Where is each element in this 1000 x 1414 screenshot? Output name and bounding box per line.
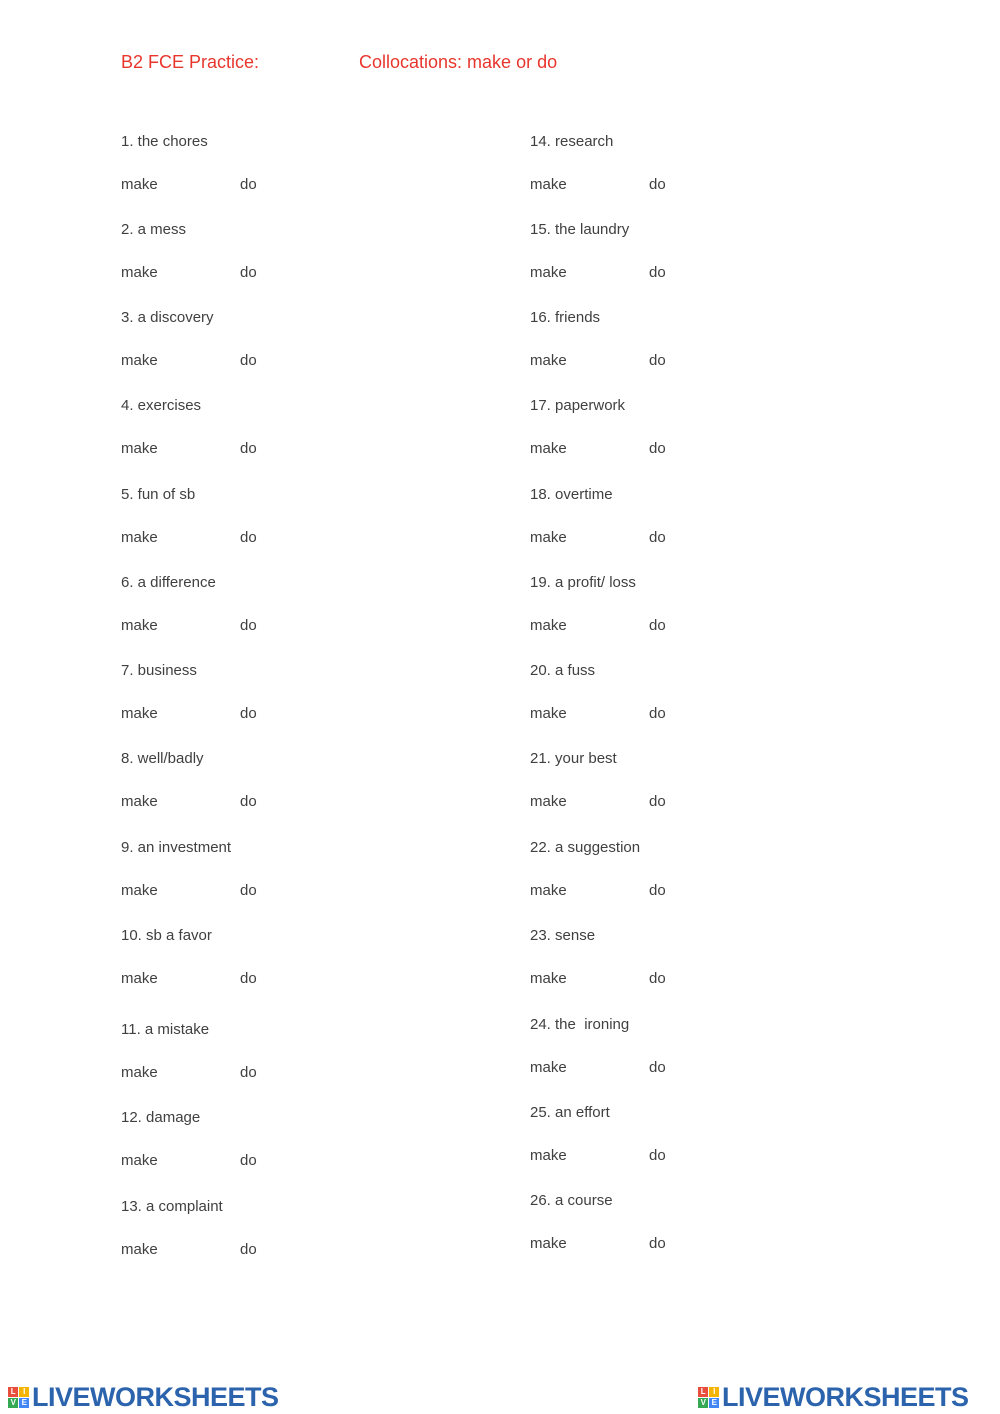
option-make[interactable]: make — [121, 176, 158, 193]
option-make[interactable]: make — [530, 352, 567, 369]
question-phrase: 14. research — [530, 133, 614, 150]
question-phrase: 11. a mistake — [121, 1021, 210, 1038]
option-do[interactable]: do — [240, 440, 257, 457]
question-item — [530, 397, 890, 487]
option-make[interactable]: make — [530, 440, 567, 457]
question-item — [530, 309, 890, 399]
option-do[interactable]: do — [649, 882, 666, 899]
question-phrase: 10. sb a favor — [121, 927, 212, 944]
question-phrase: 20. a fuss — [530, 662, 596, 679]
option-make[interactable]: make — [530, 617, 567, 634]
question-phrase: 18. overtime — [530, 486, 613, 503]
question-phrase: 22. a suggestion — [530, 839, 641, 856]
liveworksheets-logo-right — [698, 1380, 969, 1414]
liveworksheets-icon — [698, 1387, 719, 1408]
question-phrase: 19. a profit/ loss — [530, 574, 636, 591]
question-phrase: 13. a complaint — [121, 1198, 223, 1215]
worksheet-topic-title: Collocations: make or do — [359, 52, 558, 72]
option-make[interactable]: make — [530, 264, 567, 281]
option-do[interactable]: do — [240, 793, 257, 810]
question-item — [530, 839, 890, 929]
question-phrase: 3. a discovery — [121, 309, 214, 326]
question-phrase: 16. friends — [530, 309, 601, 326]
logo-icon-square: L — [8, 1387, 18, 1397]
option-make[interactable]: make — [121, 1064, 158, 1081]
question-phrase: 15. the laundry — [530, 221, 630, 238]
question-item — [121, 574, 481, 664]
option-make[interactable]: make — [530, 793, 567, 810]
option-do[interactable]: do — [240, 264, 257, 281]
option-make[interactable]: make — [530, 529, 567, 546]
logo-icon-square: V — [8, 1398, 18, 1408]
option-make[interactable]: make — [121, 617, 158, 634]
question-phrase: 9. an investment — [121, 839, 232, 856]
question-phrase: 21. your best — [530, 750, 617, 767]
question-phrase: 12. damage — [121, 1109, 201, 1126]
option-make[interactable]: make — [121, 352, 158, 369]
question-item — [530, 1192, 890, 1282]
option-make[interactable]: make — [121, 1152, 158, 1169]
question-item — [121, 662, 481, 752]
option-do[interactable]: do — [649, 1147, 666, 1164]
logo-icon-square: I — [19, 1387, 29, 1397]
option-make[interactable]: make — [530, 1235, 567, 1252]
question-phrase: 26. a course — [530, 1192, 613, 1209]
question-item — [530, 750, 890, 840]
option-make[interactable]: make — [121, 1241, 158, 1258]
option-make[interactable]: make — [121, 882, 158, 899]
question-item — [121, 927, 481, 1017]
option-make[interactable]: make — [121, 529, 158, 546]
option-do[interactable]: do — [240, 1064, 257, 1081]
question-phrase: 4. exercises — [121, 397, 202, 414]
option-do[interactable]: do — [649, 352, 666, 369]
question-item — [530, 574, 890, 664]
question-phrase: 7. business — [121, 662, 197, 679]
option-do[interactable]: do — [240, 882, 257, 899]
logo-text: LIVEWORKSHEETS — [722, 1381, 969, 1412]
question-item — [530, 1104, 890, 1194]
option-make[interactable]: make — [530, 970, 567, 987]
option-make[interactable]: make — [121, 970, 158, 987]
question-item — [530, 486, 890, 576]
logo-icon-square: L — [698, 1387, 708, 1397]
option-do[interactable]: do — [240, 1152, 257, 1169]
question-item — [121, 486, 481, 576]
question-item — [121, 133, 481, 223]
option-make[interactable]: make — [530, 705, 567, 722]
option-do[interactable]: do — [649, 970, 666, 987]
question-phrase: 25. an effort — [530, 1104, 610, 1121]
question-item — [530, 1016, 890, 1106]
option-do[interactable]: do — [240, 705, 257, 722]
option-make[interactable]: make — [530, 1059, 567, 1076]
option-do[interactable]: do — [649, 793, 666, 810]
liveworksheets-logo-left — [8, 1380, 279, 1414]
question-item — [530, 927, 890, 1017]
question-phrase: 2. a mess — [121, 221, 187, 238]
option-do[interactable]: do — [240, 617, 257, 634]
question-item — [121, 1021, 481, 1111]
left-question-column — [121, 0, 521, 1413]
question-phrase: 8. well/badly — [121, 750, 204, 767]
question-item — [121, 1198, 481, 1288]
option-do[interactable]: do — [649, 264, 666, 281]
question-item — [121, 309, 481, 399]
option-do[interactable]: do — [649, 529, 666, 546]
option-do[interactable]: do — [240, 176, 257, 193]
option-make[interactable]: make — [530, 1147, 567, 1164]
option-do[interactable]: do — [240, 1241, 257, 1258]
logo-icon-square: E — [709, 1398, 719, 1408]
question-phrase: 17. paperwork — [530, 397, 626, 414]
question-item — [121, 397, 481, 487]
option-make[interactable]: make — [530, 176, 567, 193]
option-do[interactable]: do — [240, 970, 257, 987]
question-item — [121, 221, 481, 311]
question-phrase: 24. the ironing — [530, 1016, 630, 1033]
logo-icon-square: I — [709, 1387, 719, 1397]
question-item — [121, 750, 481, 840]
logo-icon-square: E — [19, 1398, 29, 1408]
option-do[interactable]: do — [649, 440, 666, 457]
question-item — [121, 1109, 481, 1199]
logo-icon-square: V — [698, 1398, 708, 1408]
liveworksheets-icon — [8, 1387, 29, 1408]
question-item — [121, 839, 481, 929]
logo-text: LIVEWORKSHEETS — [32, 1381, 279, 1412]
question-phrase: 6. a difference — [121, 574, 216, 591]
right-question-column — [530, 0, 930, 1413]
option-make[interactable]: make — [121, 440, 158, 457]
option-do[interactable]: do — [240, 352, 257, 369]
option-do[interactable]: do — [649, 617, 666, 634]
option-do[interactable]: do — [649, 705, 666, 722]
option-do[interactable]: do — [649, 1059, 666, 1076]
option-make[interactable]: make — [530, 882, 567, 899]
option-do[interactable]: do — [240, 529, 257, 546]
question-item — [530, 133, 890, 223]
question-item — [530, 221, 890, 311]
question-item — [530, 662, 890, 752]
option-make[interactable]: make — [121, 264, 158, 281]
worksheet-level-title: B2 FCE Practice: — [121, 52, 260, 72]
question-phrase: 5. fun of sb — [121, 486, 196, 503]
question-phrase: 23. sense — [530, 927, 596, 944]
option-make[interactable]: make — [121, 705, 158, 722]
option-do[interactable]: do — [649, 176, 666, 193]
question-phrase: 1. the chores — [121, 133, 208, 150]
option-do[interactable]: do — [649, 1235, 666, 1252]
option-make[interactable]: make — [121, 793, 158, 810]
